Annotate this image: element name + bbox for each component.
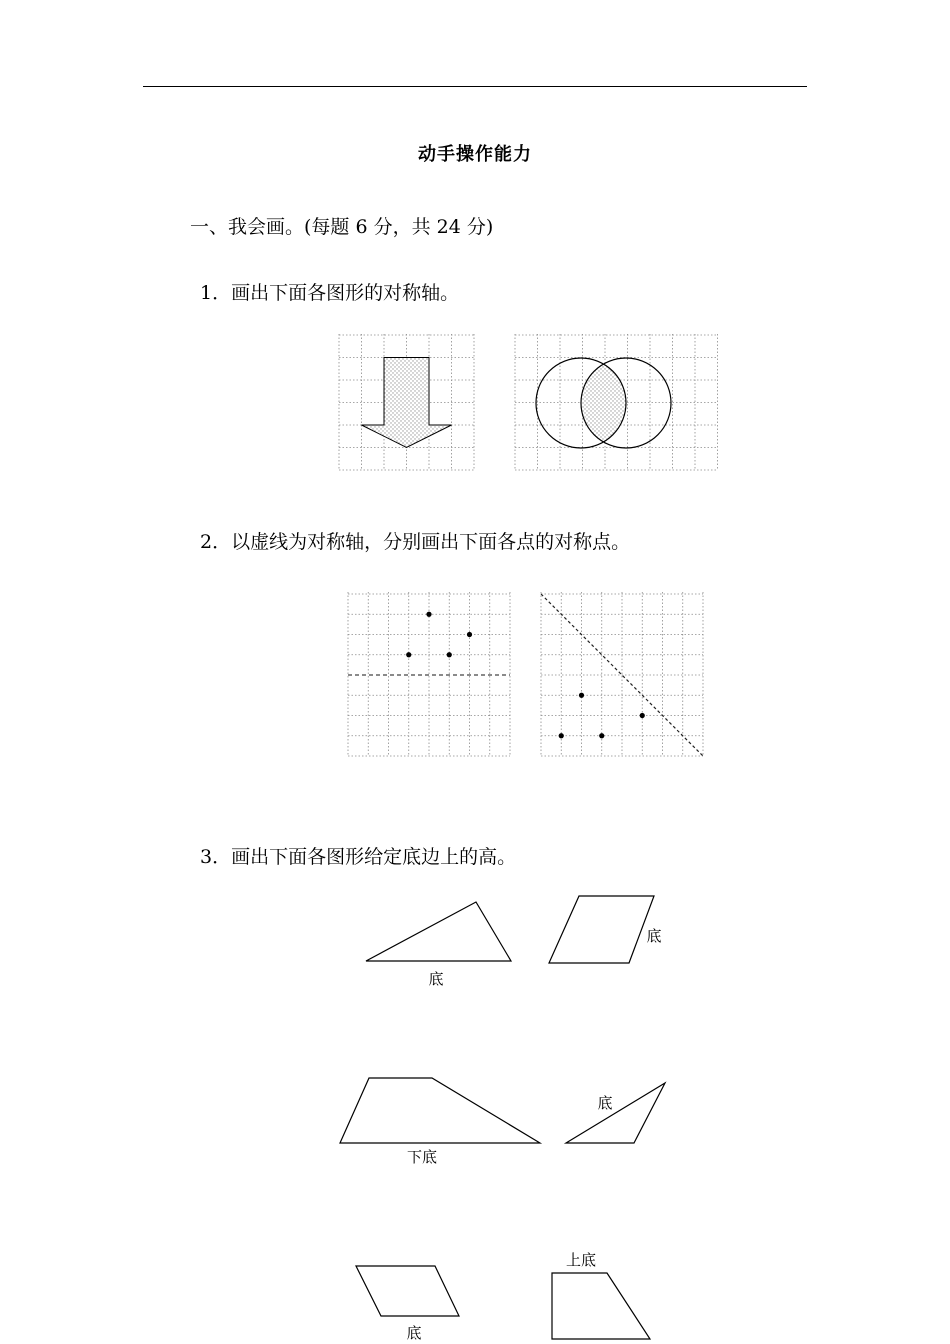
question-3 <box>200 842 516 869</box>
question-2 <box>200 527 630 554</box>
trapezoid <box>340 1078 540 1143</box>
right-trapezoid <box>552 1273 650 1339</box>
obtuse-triangle-base-label: 底 <box>597 1094 613 1112</box>
parallelogram-2-base-label: 底 <box>406 1324 422 1342</box>
right-trapezoid-base-label: 上底 <box>565 1251 597 1269</box>
parallelogram <box>549 896 654 963</box>
point-marker <box>467 632 472 637</box>
arrow-grid-figure <box>338 334 478 472</box>
triangle-base-label: 底 <box>428 970 444 988</box>
question-3-text: 画出下面各图形给定底边上的高。 <box>231 846 517 868</box>
point-marker <box>447 652 452 657</box>
point-marker <box>579 693 584 698</box>
question-3-number: 3． <box>200 846 232 868</box>
horizontal-axis-grid-figure <box>346 592 512 758</box>
point-marker <box>406 652 411 657</box>
question-1-text: 画出下面各图形的对称轴。 <box>231 282 460 304</box>
section-heading: 一、我会画。(每题 6 分，共 24 分) <box>190 216 494 238</box>
circles-grid-figure <box>514 334 720 472</box>
top-rule <box>143 86 807 87</box>
point-marker <box>640 713 645 718</box>
question-1-number: 1． <box>200 282 232 304</box>
acute-triangle <box>366 902 511 961</box>
trapezoid-base-label: 下底 <box>406 1148 438 1166</box>
parallelogram-base-label: 底 <box>646 927 662 945</box>
point-marker <box>426 612 431 617</box>
heights-figures <box>330 880 690 1344</box>
point-marker <box>599 733 604 738</box>
page-title: 动手操作能力 <box>418 144 532 165</box>
question-1 <box>200 278 459 305</box>
question-2-number: 2． <box>200 531 232 553</box>
parallelogram-2 <box>356 1266 459 1316</box>
diagonal-axis-grid-figure <box>539 592 705 758</box>
question-2-text: 以虚线为对称轴，分别画出下面各点的对称点。 <box>231 531 631 553</box>
point-marker <box>559 733 564 738</box>
obtuse-triangle <box>566 1083 665 1143</box>
